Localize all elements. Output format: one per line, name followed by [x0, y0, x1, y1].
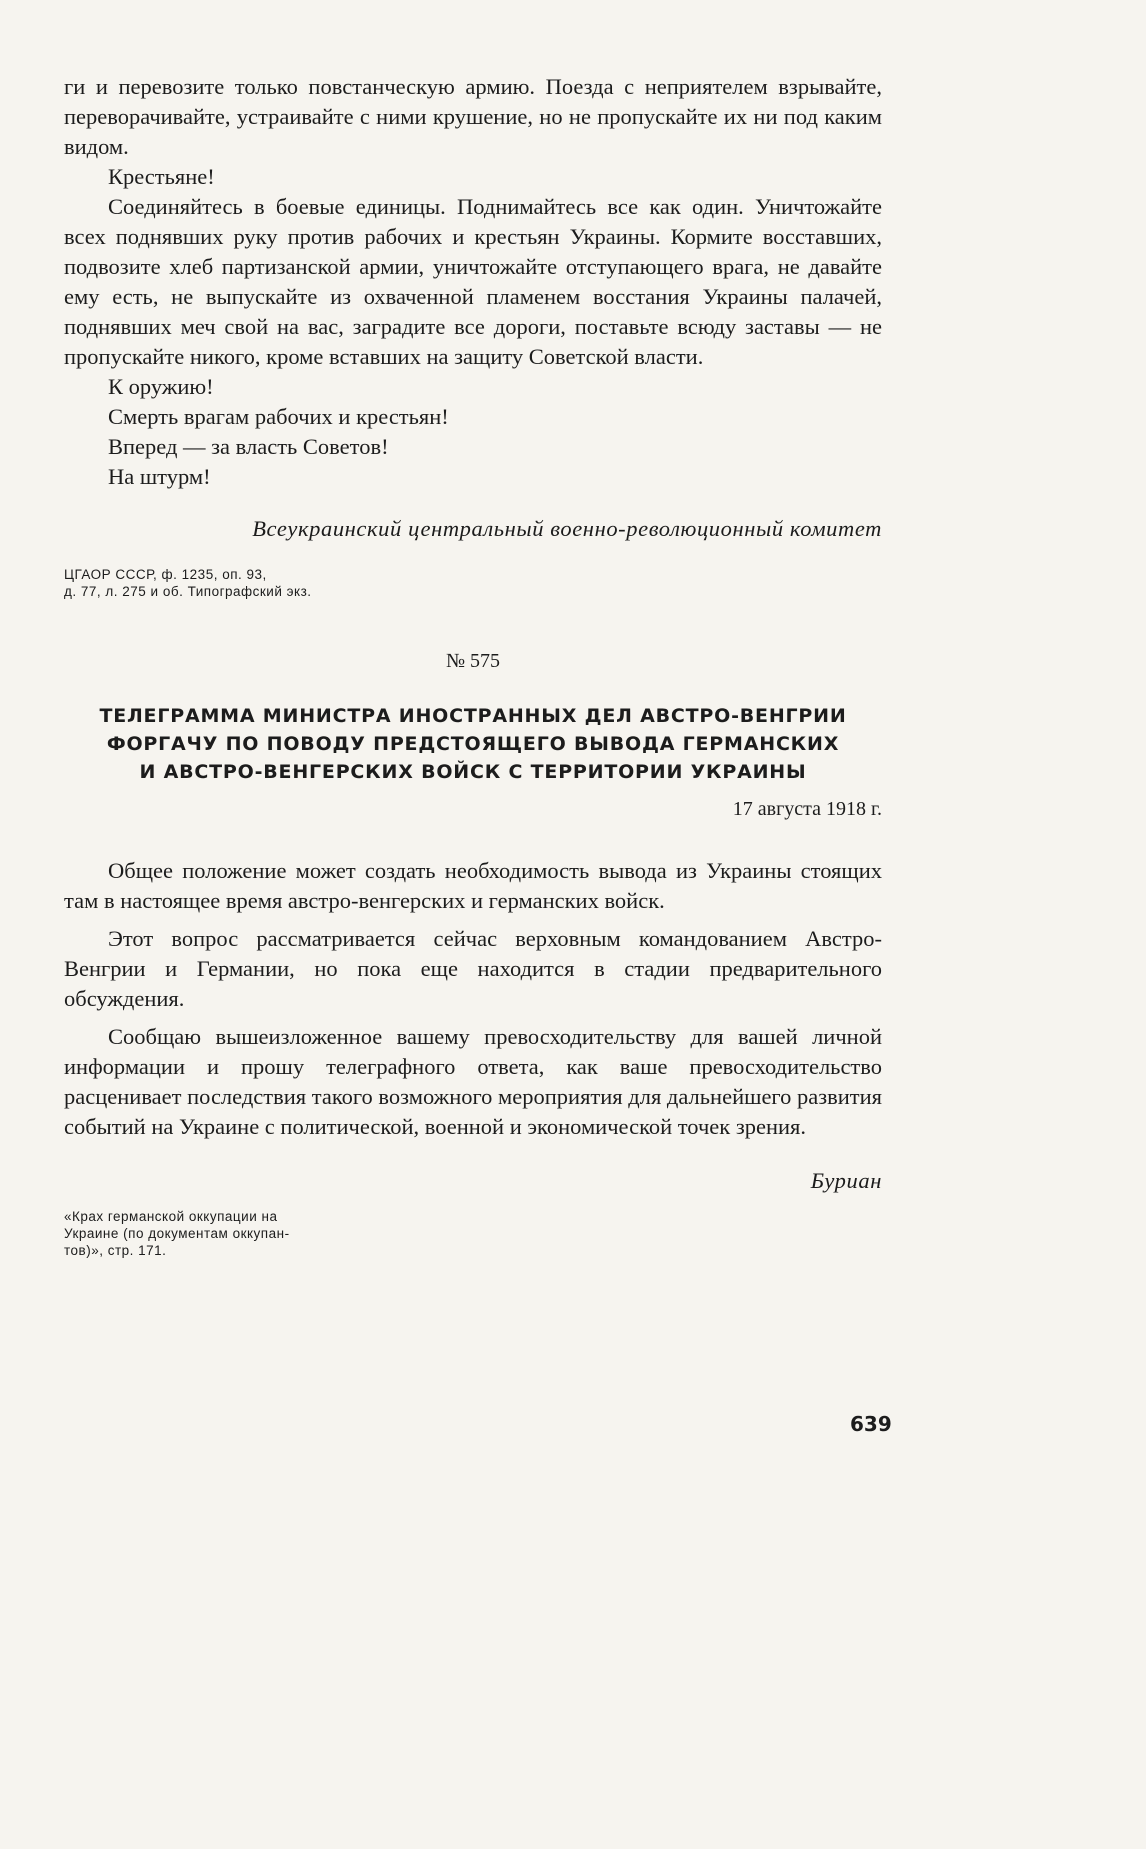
- telegram-signature: Буриан: [810, 1168, 882, 1193]
- archive-reference: [64, 566, 394, 600]
- book-page: [64, 72, 882, 1259]
- telegram-paragraph-1: Общее положение может создать необходимость вывода из Украины стоящих там в настоящее время австро-венгерских и германских войск.: [64, 858, 882, 913]
- source-reference-line: Украине (по документам оккупан-: [64, 1226, 290, 1241]
- archive-reference-line: ЦГАОР СССР, ф. 1235, оп. 93,: [64, 567, 267, 582]
- document-title-line: ФОРГАЧУ ПО ПОВОДУ ПРЕДСТОЯЩЕГО ВЫВОДА ГЕРМАНСКИХ: [106, 733, 840, 755]
- archive-reference-line: д. 77, л. 275 и об. Типографский экз.: [64, 584, 312, 599]
- source-reference-line: тов)», стр. 171.: [64, 1243, 167, 1258]
- slogan: На штурм!: [108, 464, 211, 489]
- telegram-paragraph-2: Этот вопрос рассматривается сейчас верховным командованием Австро-Венгрии и Германии, но пока еще находится в стадии предварительного обсуждения.: [64, 926, 882, 1011]
- telegram-paragraph-3: Сообщаю вышеизложенное вашему превосходительству для вашей личной информации и прошу телеграфного ответа, как ваше превосходительство расценивает последствия такого возможного мероприятия для дальнейшего развития событий на Украине с политической, военной и экономической точек зрения.: [64, 1024, 882, 1139]
- committee-signatory: Всеукраинский центральный военно-революционный комитет: [252, 516, 882, 541]
- source-reference-line: «Крах германской оккупации на: [64, 1209, 278, 1224]
- address-peasants: Крестьяне!: [108, 164, 215, 189]
- document-title-line: И АВСТРО-ВЕНГЕРСКИХ ВОЙСК С ТЕРРИТОРИИ УКРАИНЫ: [139, 761, 807, 783]
- source-reference: [64, 1208, 404, 1259]
- document-date: 17 августа 1918 г.: [732, 798, 882, 820]
- document-title: [64, 702, 882, 786]
- page-number: 639: [850, 1412, 892, 1436]
- slogan: Вперед — за власть Советов!: [108, 434, 389, 459]
- slogan: К оружию!: [108, 374, 214, 399]
- slogans-list: [64, 372, 882, 492]
- appeal-opening-paragraph: ги и перевозите только повстанческую армию. Поезда с неприятелем взрывайте, переворачивайте, устраивайте с ними крушение, но не пропускайте их ни под каким видом.: [64, 74, 882, 159]
- document-number: № 575: [445, 650, 501, 672]
- appeal-peasants-paragraph: Соединяйтесь в боевые единицы. Поднимайтесь все как один. Уничтожайте всех поднявших руку против рабочих и крестьян Украины. Кормите восставших, подвозите хлеб партизанской армии, уничтожайте отступающего врага, не давайте ему есть, не выпускайте из охваченной пламенем восстания Украины палачей, поднявших меч свой на вас, заградите все дороги, поставьте всюду заставы — не пропускайте никого, кроме вставших на защиту Советской власти.: [64, 194, 882, 369]
- document-title-line: ТЕЛЕГРАММА МИНИСТРА ИНОСТРАННЫХ ДЕЛ АВСТРО-ВЕНГРИИ: [99, 705, 847, 727]
- slogan: Смерть врагам рабочих и крестьян!: [108, 404, 449, 429]
